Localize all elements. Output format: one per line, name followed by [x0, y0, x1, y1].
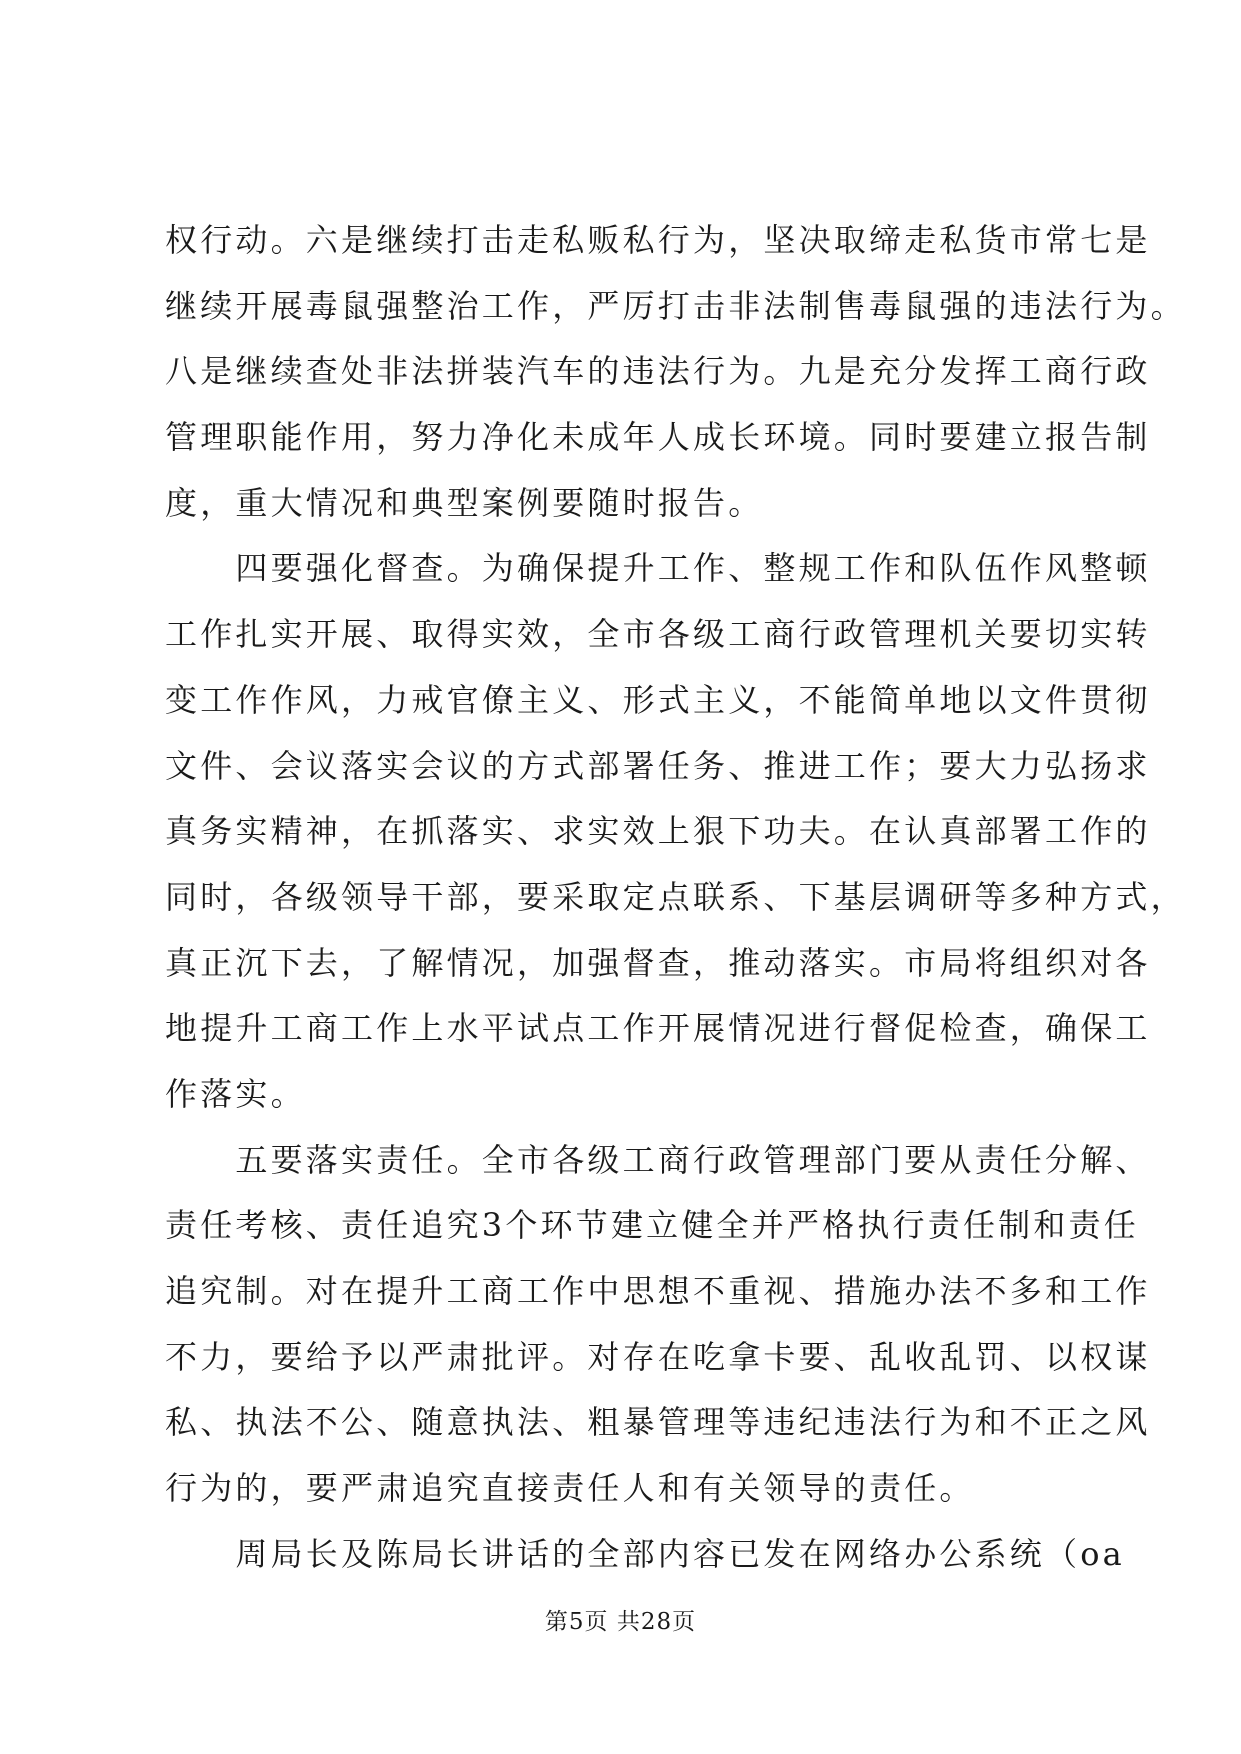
- text-line: 责任考核、责任追究3个环节建立健全并严格执行责任制和责任: [165, 1206, 1139, 1245]
- text-line: 八是继续查处非法拼装汽车的违法行为。九是充分发挥工商行政: [165, 352, 1151, 391]
- text-line: 度，重大情况和典型案例要随时报告。: [165, 483, 764, 522]
- text-line: 真正沉下去，了解情况，加强督查，推动落实。市局将组织对各: [165, 943, 1151, 982]
- text-line: 作落实。: [165, 1074, 306, 1113]
- text-line: 不力，要给予以严肃批评。对存在吃拿卡要、乱收乱罚、以权谋: [165, 1337, 1151, 1376]
- text-line: 追究制。对在提升工商工作中思想不重视、措施办法不多和工作: [165, 1272, 1151, 1310]
- text-line: 继续开展毒鼠强整治工作，严厉打击非法制售毒鼠强的违法行为。: [165, 286, 1186, 325]
- text-line: 五要落实责任。全市各级工商行政管理部门要从责任分解、: [165, 1140, 1151, 1179]
- text-line: 真务实精神，在抓落实、求实效上狠下功夫。在认真部署工作的: [165, 812, 1151, 851]
- text-line: 管理职能作用，努力净化未成年人成长环境。同时要建立报告制: [165, 418, 1151, 457]
- document-body: [165, 208, 1186, 1587]
- page-footer: 第5页 共28页: [544, 1609, 697, 1635]
- text-line: 行为的，要严肃追究直接责任人和有关领导的责任。: [165, 1469, 975, 1508]
- text-line: 四要强化督查。为确保提升工作、整规工作和队伍作风整顿: [165, 549, 1151, 588]
- text-line: 同时，各级领导干部，要采取定点联系、下基层调研等多种方式，: [165, 877, 1186, 916]
- text-line: 变工作作风，力戒官僚主义、形式主义，不能简单地以文件贯彻: [165, 680, 1151, 719]
- text-line: 地提升工商工作上水平试点工作开展情况进行督促检查，确保工: [165, 1009, 1151, 1048]
- text-line: 私、执法不公、随意执法、粗暴管理等违纪违法行为和不正之风: [165, 1403, 1151, 1442]
- text-line: 工作扎实开展、取得实效，全市各级工商行政管理机关要切实转: [165, 615, 1151, 654]
- text-line: 周局长及陈局长讲话的全部内容已发在网络办公系统（oa: [165, 1534, 1125, 1573]
- text-line: 权行动。六是继续打击走私贩私行为，坚决取缔走私货市常七是: [165, 221, 1151, 259]
- text-line: 文件、会议落实会议的方式部署任务、推进工作；要大力弘扬求: [165, 746, 1151, 785]
